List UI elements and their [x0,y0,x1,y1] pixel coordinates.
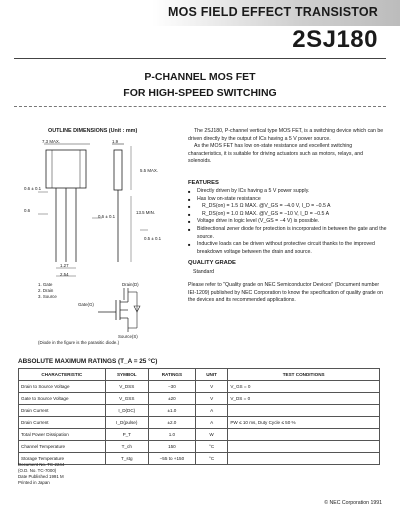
cell: V_GSS [105,393,148,405]
dim-right-upper: 5.5 MAX. [140,168,159,173]
cell: Drain Current [19,417,106,429]
features-list [188,188,388,256]
table-row [19,393,380,405]
table-row [19,441,380,453]
cell: Gate to Source Voltage [19,393,106,405]
description-paragraph-1: The 2SJ180, P-channel vertical type MOS FET, is a switching device which can be driven directly by the output of ICs having a 5 V power source. [188,128,384,142]
pin-2-label: 2. Drain [38,288,54,293]
cell: T_ch [105,441,148,453]
dim-left-upper: 0.6 ± 0.1 [24,186,42,191]
cell [228,441,380,453]
date-published: Date Published 1991 M [18,474,64,479]
part-number: 2SJ180 [292,26,378,53]
cell: P_T [105,429,148,441]
printed-in: Printed in Japan [18,480,50,485]
subtitle-line-1: P-CHANNEL MOS FET [144,71,256,83]
pin-1-label: 1. Gate [38,282,53,287]
feature-item: ■ Voltage drive in logic level (V_GS = −4 V) is possible. [188,218,388,226]
cell: W [195,429,227,441]
feature-item: ■ Has low on-state resistance [188,196,388,204]
feature-item: ■ Bidirectional zener diode for protection is incorporated in between the gate and the source. [188,226,388,241]
col-symbol: SYMBOL [105,369,148,381]
outline-heading: OUTLINE DIMENSIONS (Unit : mm) [48,128,138,134]
col-characteristic: CHARACTERISTIC [19,369,106,381]
cell [228,405,380,417]
cell: ±2.0 [148,417,195,429]
cell: Storage Temperature [19,453,106,465]
cell: V [195,393,227,405]
cell: ±1.0 [148,405,195,417]
cell: V_DS = 0 [228,393,380,405]
cell: Drain to Source Voltage [19,381,106,393]
document-info [18,462,64,486]
col-test-conditions: TEST CONDITIONS [228,369,380,381]
mosfet-symbol-drawing [94,282,154,338]
cell: A [195,417,227,429]
description-block [188,128,386,166]
table-header-row [19,369,380,381]
cell: °C [195,441,227,453]
cell: V_GS = 0 [228,381,380,393]
dim-center-lower: 0.6 ± 0.1 [98,214,116,219]
od-number: (O.D. No. TC-7000) [18,468,57,473]
cell [228,429,380,441]
dim-top-left: 7.3 MAX. [42,139,61,144]
quality-grade-text: Please refer to "Quality grade on NEC Semiconductor Devices" (Document number IEI-1209) published by NEC Corporation to know the specification of quality grade on the devices and its recommended applications. [188,282,383,304]
document-number: Document No. TC-2244 [18,462,65,467]
cell: 1.0 [148,429,195,441]
ratings-table [18,368,380,465]
quality-grade-heading: QUALITY GRADE [188,260,236,266]
cell: I_D(DC) [105,405,148,417]
cell: ±20 [148,393,195,405]
pin-list [38,282,57,300]
table-row [19,381,380,393]
table-row [19,453,380,465]
ratings-heading: ABSOLUTE MAXIMUM RATINGS (T_A = 25 °C) [18,358,158,365]
table-row [19,405,380,417]
copyright: © NEC Corporation 1991 [324,500,382,506]
dim-left-mid: 0.6 [24,208,31,213]
cell: −55 to +150 [148,453,195,465]
symbol-gate-label: Gate(G) [78,302,94,307]
dim-right-mid: 13.5 MIN. [136,210,156,215]
cell: Channel Temperature [19,441,106,453]
dim-bottom-a: 1.27 [60,263,69,268]
cell: Total Power Dissipation [19,429,106,441]
col-unit: UNIT [195,369,227,381]
subtitle-line-2: FOR HIGH-SPEED SWITCHING [123,87,277,99]
feature-item: ■ R_DS(on) = 1.5 Ω MAX. @V_GS = −4.0 V, I_D = −0.5 A [188,203,388,211]
header-rule [14,58,386,59]
cell: A [195,405,227,417]
feature-item: ■ R_DS(on) = 1.0 Ω MAX. @V_GS = −10 V, I_D = −0.5 A [188,211,388,219]
cell: V [195,381,227,393]
dim-right-lower: 0.5 ± 0.1 [144,236,162,241]
package-outline-drawing [28,134,188,284]
features-heading: FEATURES [188,180,219,186]
cell: T_stg [105,453,148,465]
col-ratings: RATINGS [148,369,195,381]
feature-item: ■ Directly driven by ICs having a 5 V power supply. [188,188,388,196]
cell [228,453,380,465]
pin-3-label: 3. Source [38,294,57,299]
cell: °C [195,453,227,465]
dim-top-right: 1.9 [112,139,119,144]
cell: V_DSS [105,381,148,393]
description-paragraph-2: As the MOS FET has low on-state resistance and excellent switching characteristics, it is suitable for driving actuators such as motors, relays, and solenoids. [188,143,364,165]
cell: Drain Current [19,405,106,417]
symbol-source-label: Source(S) [118,334,138,339]
cell: 150 [148,441,195,453]
cell: −30 [148,381,195,393]
symbol-drain-label: Drain(D) [122,282,139,287]
cell: PW ≤ 10 ms, Duty Cycle ≤ 50 % [228,417,380,429]
table-row [19,429,380,441]
document-title: MOS FIELD EFFECT TRANSISTOR [167,5,378,19]
dim-bottom-b: 2.54 [60,272,69,277]
quality-grade-value: Standard [193,269,215,275]
feature-item: ■ Inductive loads can be driven without protective circuit thanks to the improved breakdown voltage between the drain and source. [188,241,388,256]
table-row [19,417,380,429]
diode-note: (Diode in the figure is the parasitic diode.) [38,340,120,345]
subtitle-rule [14,106,386,107]
cell: I_D(pulse) [105,417,148,429]
